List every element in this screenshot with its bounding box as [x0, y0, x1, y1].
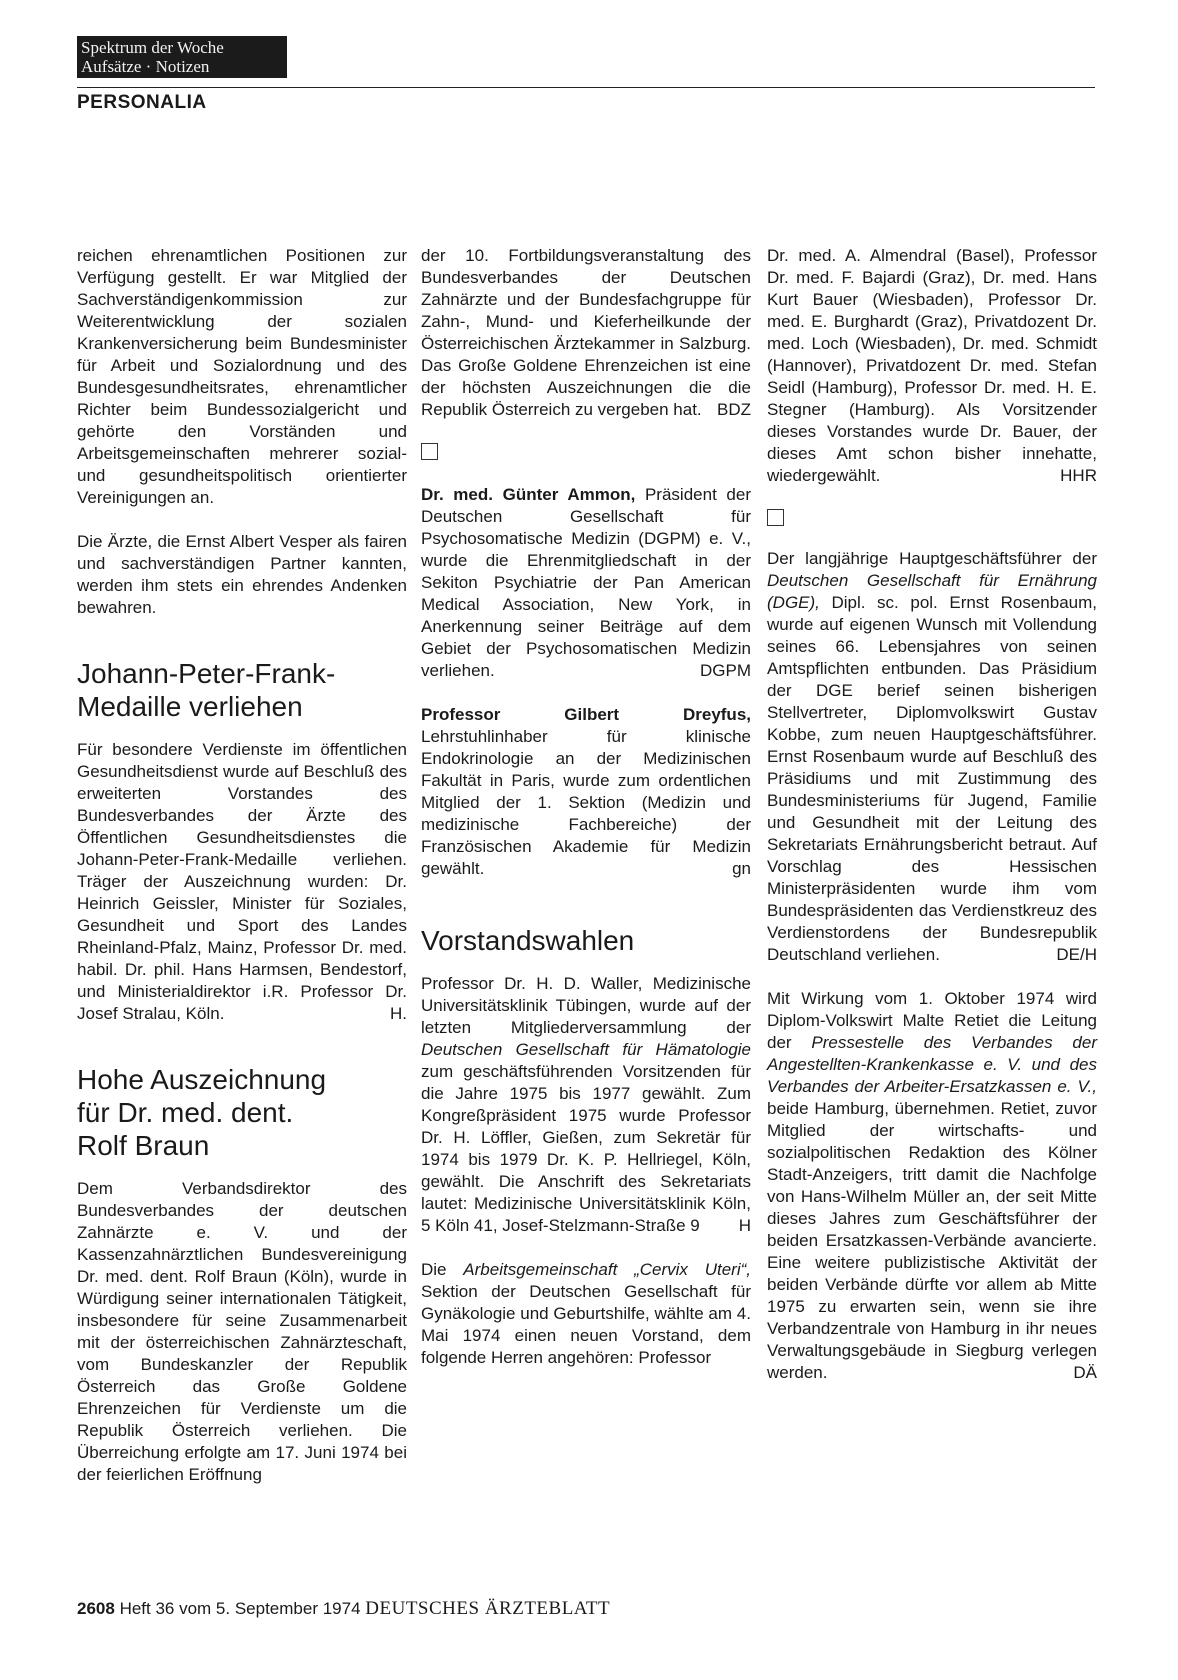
paragraph: Dr. med. Günter Ammon, Präsident der Deutschen Gesellschaft für Psychosomatische Medizin (DGPM) e. V., wurde die Ehrenmitgliedschaft in der Sekiton Psychiatrie der Pan American Medical Association, New York, in Anerkennung seiner Beiträge auf dem Gebiet der Psychosomatischen Medizin verliehen. DGPM — [421, 485, 751, 680]
paragraph: Die Ärzte, die Ernst Albert Vesper als fairen und sachverständigen Partner kannten, werden ihm stets ein ehrendes Andenken bewahren. — [77, 532, 407, 617]
article-heading-medaille: Johann-Peter-Frank- Medaille verliehen — [77, 658, 336, 722]
paragraph: Für besondere Verdienste im öffentlichen Gesundheitsdienst wurde auf Beschluß des erweiterten Vorstandes des Bundesverbandes der Ärzte des Öffentlichen Gesundheitsdienstes die Johann-Peter-Frank-Medaille verliehen. Träger der Auszeichnung wurden: Dr. Heinrich Geissler, Minister für Soziales, Gesundheit und Sport des Landes Rheinland-Pfalz, Mainz, Professor Dr. med. habil. Dr. phil. Hans Harmsen, Bendestorf, und Ministerialdirektor i.R. Professor Dr. Josef Stralau, Köln. H. — [77, 740, 407, 1023]
column-2 — [421, 245, 751, 1369]
column-3 — [767, 245, 1097, 1384]
header-box-line1: Spektrum der Woche — [81, 38, 224, 57]
paragraph: reichen ehrenamtlichen Positionen zur Verfügung gestellt. Er war Mitglied der Sachverständigenkommission zur Weiterentwicklung der sozialen Krankenversicherung beim Bundesminister für Arbeit und Sozialordnung und des Bundesgesundheitsrates, ehrenamtlicher Richter beim Bundessozialgericht und gehörte den Vorständen und Arbeitsgemeinschaften mehrerer sozial- und gesundheitspolitisch orientierter Vereinigungen an. — [77, 246, 407, 507]
paragraph: Professor Dr. H. D. Waller, Medizinische Universitätsklinik Tübingen, wurde auf der letzten Mitgliederversammlung der Deutschen Gesellschaft für Hämatologie zum geschäftsführenden Vorsitzenden für die Jahre 1975 bis 1977 gewählt. Zum Kongreßpräsident 1975 wurde Professor Dr. H. Löffler, Gießen, zum Sekretär für 1974 bis 1979 Dr. K. P. Hellriegel, Köln, gewählt. Die Anschrift des Sekretariats lautet: Medizinische Universitätsklinik Köln, 5 Köln 41, Josef-Stelzmann-Straße 9 H — [421, 974, 751, 1235]
issue-info: Heft 36 vom 5. September 1974 — [119, 1599, 361, 1618]
paragraph: Dr. med. A. Almendral (Basel), Professor Dr. med. F. Bajardi (Graz), Dr. med. Hans Kurt Bauer (Wiesbaden), Professor Dr. med. E. Burghardt (Graz), Privatdozent Dr. med. Loch (Wiesbaden), Dr. med. Schmidt (Hannover), Privatdozent Dr. med. Stefan Seidl (Hamburg), Professor Dr. med. H. E. Stegner (Hamburg). Als Vorsitzender dieses Vorstandes wurde Dr. Bauer, der dieses Amt schon bisher innehatte, wiedergewählt. HHR — [767, 246, 1097, 485]
paragraph: der 10. Fortbildungsveranstaltung des Bundesverbandes der Deutschen Zahnärzte und der Bundesfachgruppe für Zahn-, Mund- und Kieferheilkunde der Österreichischen Ärztekammer in Salzburg. Das Große Goldene Ehrenzeichen ist eine der höchsten Auszeichnungen die die Republik Österreich zu vergeben hat. BDZ — [421, 246, 751, 419]
author-signature: DE/H — [1056, 945, 1097, 964]
author-signature: HHR — [1060, 466, 1097, 485]
paragraph: Mit Wirkung vom 1. Oktober 1974 wird Diplom-Volkswirt Malte Retiet die Leitung der Pressestelle des Verbandes der Angestellten-Krankenkasse e. V. und des Verbandes der Arbeiter-Ersatzkassen e. V., beide Hamburg, übernehmen. Retiet, zuvor Mitglied der wirtschafts- und sozialpolitischen Redaktion des Kölner Stadt-Anzeigers, tritt damit die Nachfolge von Hans-Wilhelm Müller an, der seit Mitte dieses Jahres zum Geschäftsführer der beiden Ersatzkassen-Verbände avancierte. Eine weitere publizistische Aktivität der beiden Verbände dürfte vor allem ab Mitte 1975 zu erwarten sein, wenn sie ihre Verbandzentrale von Hamburg in ihr neues Verwaltungsgebäude in Siegburg verlegen werden. DÄ — [767, 989, 1098, 1382]
author-signature: H. — [390, 1004, 407, 1023]
section-label: PERSONALIA — [77, 92, 207, 113]
separator-square-icon — [421, 443, 438, 460]
paragraph: Der langjährige Hauptgeschäftsführer der Deutschen Gesellschaft für Ernährung (DGE), Dipl. sc. pol. Ernst Rosenbaum, wurde auf eigenen Wunsch mit Vollendung seines 66. Lebensjahres von seinen Amtspflichten entbunden. Das Präsidium der DGE berief seinen bisherigen Stellvertreter, Diplomvolkswirt Gustav Kobbe, zum neuen Hauptgeschäftsführer. Ernst Rosenbaum wurde auf Beschluß des Präsidiums und mit Zustimmung des Bundesministeriums für Jugend, Familie und Gesundheit mit der Leitung des Sekretariats Ernährungsbericht betraut. Auf Vorschlag des Hessischen Ministerpräsidenten wurde ihm vom Bundespräsidenten das Verdienstkreuz des Verdienstordens der Bundesrepublik Deutschland verliehen. DE/H — [767, 549, 1097, 964]
section-header-box — [77, 36, 287, 78]
author-signature: gn — [732, 859, 751, 878]
header-rule — [77, 87, 1095, 88]
author-signature: H — [738, 1216, 751, 1235]
header-box-line2: Aufsätze · Notizen — [81, 57, 210, 76]
page-number: 2608 — [77, 1599, 115, 1618]
separator-square-icon — [767, 509, 784, 526]
magazine-title: DEUTSCHES ÄRZTEBLATT — [365, 1598, 611, 1619]
column-1 — [77, 245, 407, 1486]
article-heading-vorstandswahlen: Vorstandswahlen — [421, 925, 635, 956]
page-footer — [77, 1598, 1177, 1620]
paragraph: Professor Gilbert Dreyfus, Lehrstuhlinhaber für klinische Endokrinologie an der Medizinischen Fakultät in Paris, wurde zum ordentlichen Mitglied der 1. Sektion (Medizin und medizinische Fachbereiche) der Französischen Akademie für Medizin gewählt. gn — [421, 705, 751, 878]
author-signature: DGPM — [700, 661, 751, 680]
paragraph: Dem Verbandsdirektor des Bundesverbandes der deutschen Zahnärzte e. V. und der Kassenzahnärztlichen Bundesvereinigung Dr. med. dent. Rolf Braun (Köln), wurde in Würdigung seiner internationalen Tätigkeit, insbesondere für seine Zusammenarbeit mit der österreichischen Zahnärzteschaft, vom Bundeskanzler der Republik Österreich das Große Goldene Ehrenzeichen für Verdienste um die Republik Österreich verliehen. Die Überreichung erfolgte am 17. Juni 1974 bei der feierlichen Eröffnung — [77, 1179, 407, 1484]
author-signature: BDZ — [717, 400, 751, 419]
article-heading-auszeichnung: Hohe Auszeichnung für Dr. med. dent. Rolf Braun — [77, 1064, 327, 1161]
paragraph: Die Arbeitsgemeinschaft „Cervix Uteri“, Sektion der Deutschen Gesellschaft für Gynäkologie und Geburtshilfe, wählte am 4. Mai 1974 einen neuen Vorstand, dem folgende Herren angehören: Professor — [421, 1260, 751, 1367]
author-signature: DÄ — [1073, 1363, 1097, 1382]
